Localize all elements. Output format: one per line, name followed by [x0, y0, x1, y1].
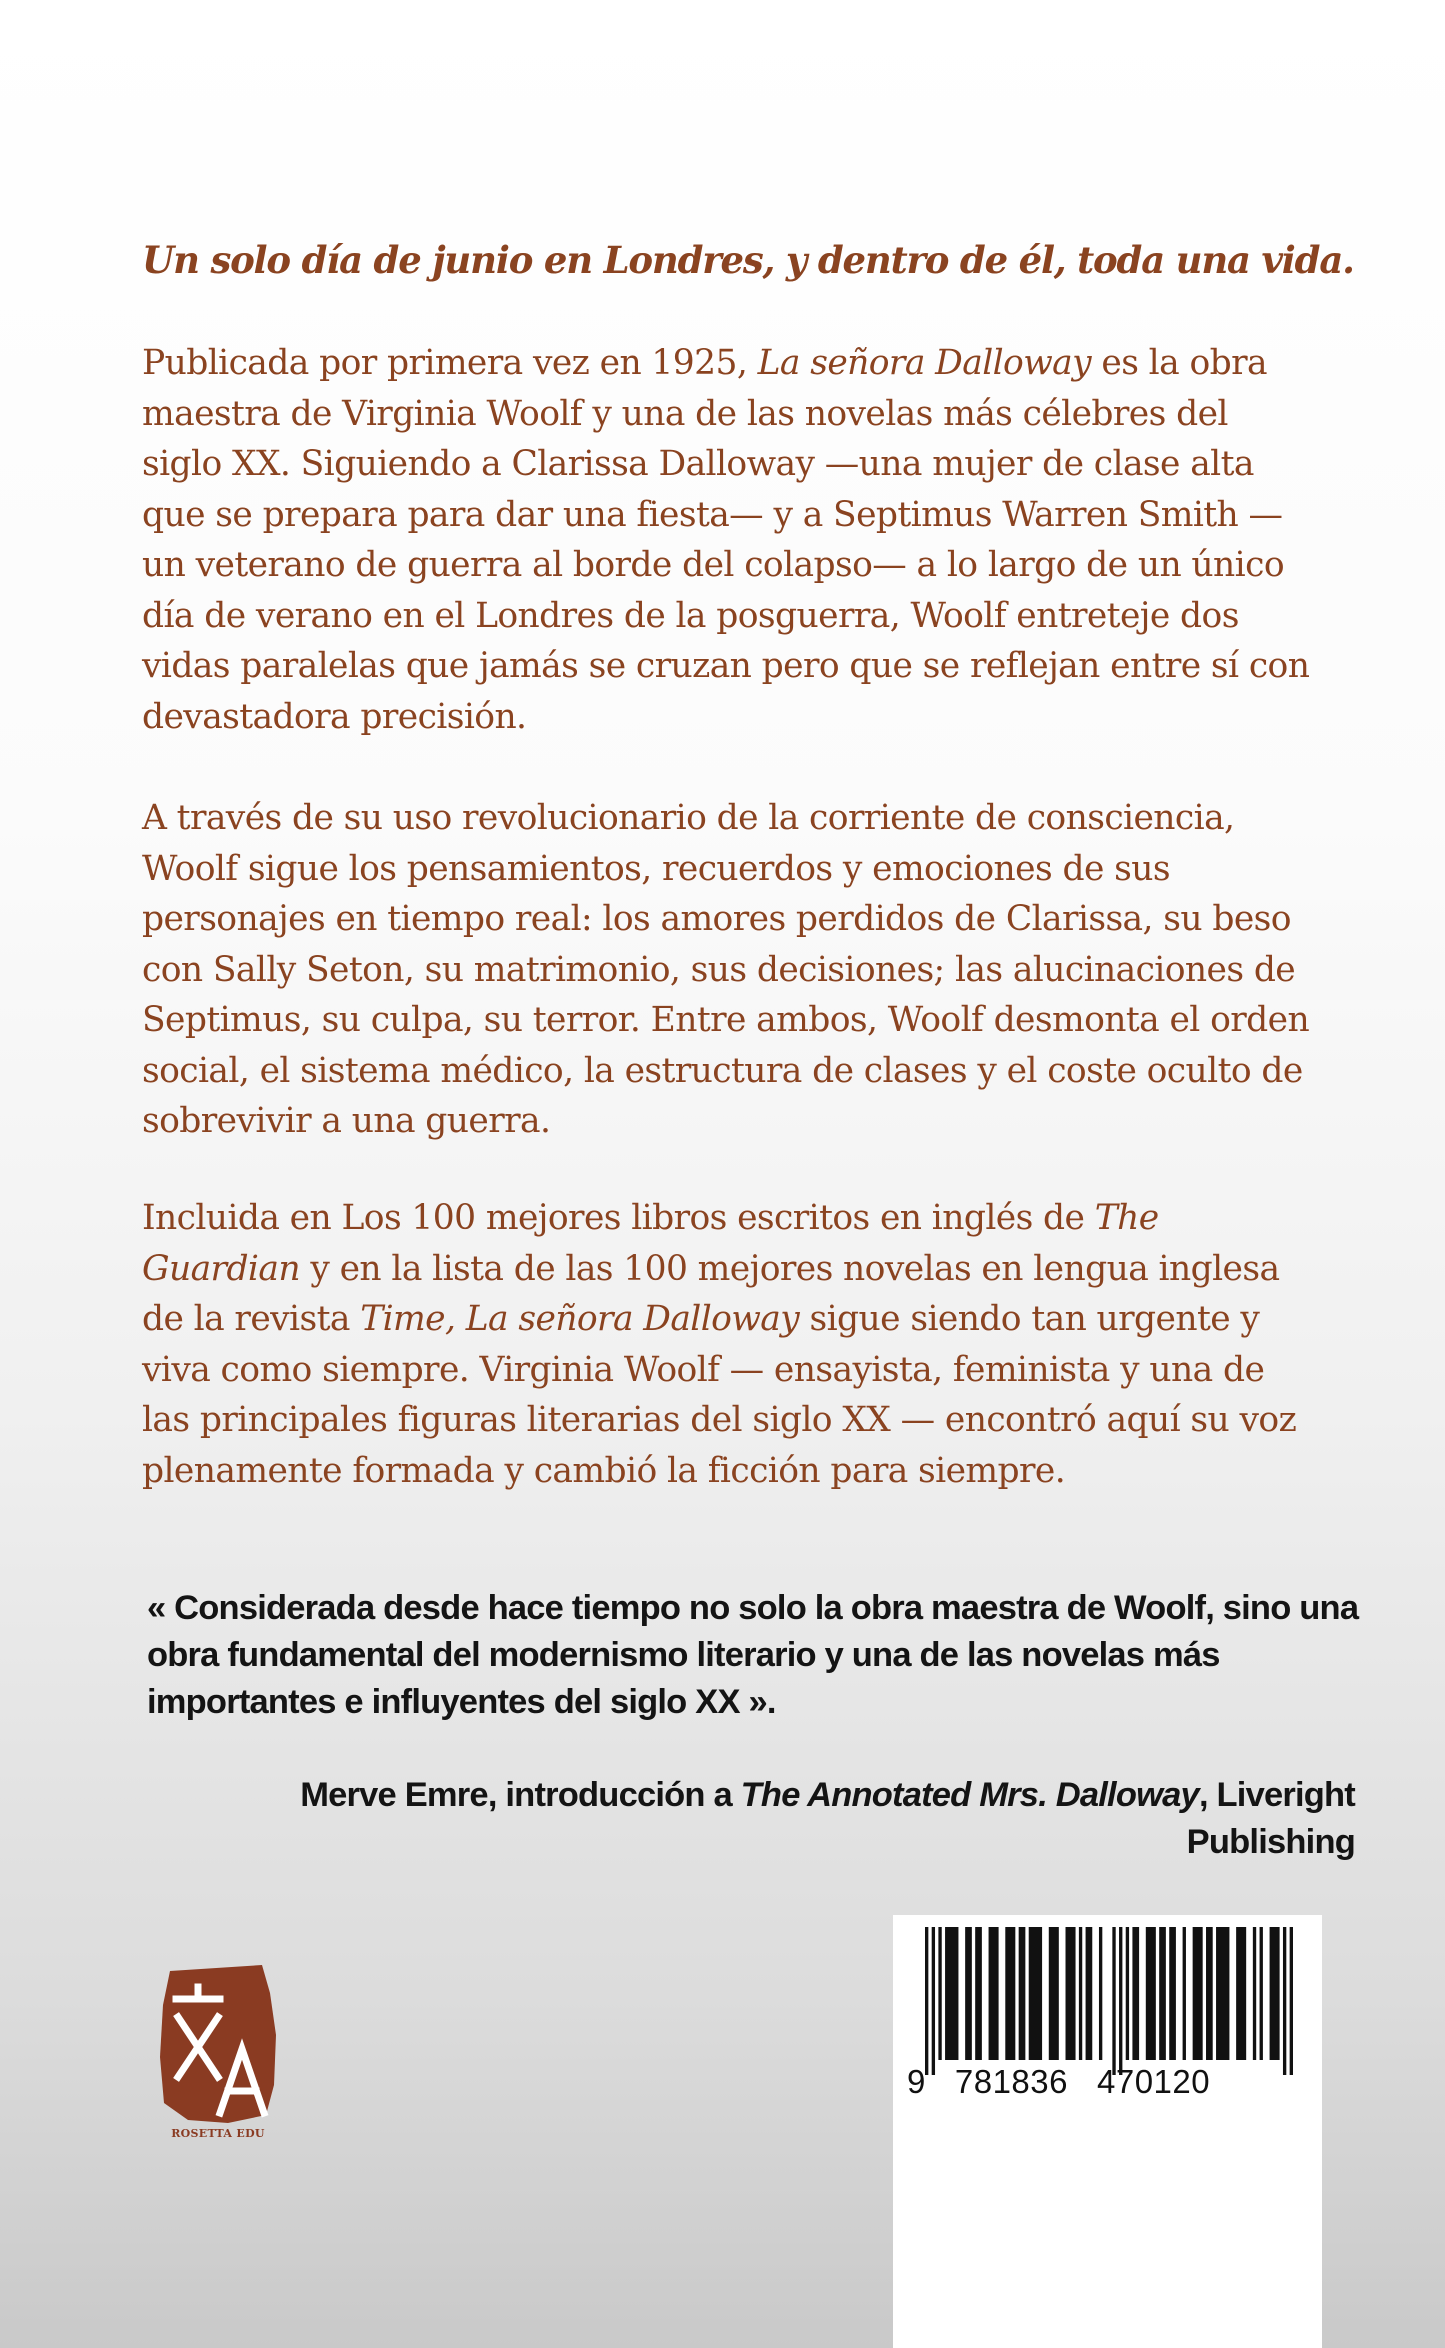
paragraph-text: sigue siendo tan urgente y viva como siempre. Virginia Woolf — ensayista, feminista y una de las principales figuras literarias del siglo XX — encontró aquí su voz plenamente formada y cambió la ficción para siempre.: [142, 1299, 1297, 1491]
barcode-bar: [989, 1927, 999, 2060]
barcode-bar: [975, 1927, 982, 2060]
barcode-bar: [1183, 1927, 1186, 2060]
attribution-text: , Liveright Publishing: [1186, 1776, 1355, 1861]
attribution-text: Merve Emre, introducción a: [300, 1776, 741, 1814]
barcode-image: [893, 1915, 1322, 2348]
publisher-logo: [158, 1965, 278, 2135]
barcode-bar: [1146, 1927, 1156, 2060]
barcode-bar: [1086, 1927, 1093, 2060]
barcode-bar: [1159, 1927, 1166, 2060]
publication-name: The Guardian: [142, 1198, 1159, 1289]
barcode-bar: [1216, 1927, 1229, 2060]
barcode-bar: [1099, 1927, 1102, 2060]
barcode-bar: [1119, 1927, 1122, 2075]
barcode-bar: [1260, 1927, 1263, 2060]
paragraph-text: Publicada por primera vez en 1925,: [142, 343, 758, 383]
barcode-digits: 9 781836 470120: [907, 2063, 1211, 2100]
book-title: La señora Dalloway: [757, 343, 1092, 383]
paragraph-text: es la obra maestra de Virginia Woolf y una de las novelas más célebres del siglo XX. Siguiendo a Clarissa Dalloway —una mujer de clase alta que se prepara para dar una fiesta— y a Septimus Warren Smith —un veterano de guerra al borde del colapso— a lo largo de un único día de verano en el Londres de la posguerra, Woolf entreteje dos vidas paralelas que jamás se cruzan pero que se reflejan entre sí con devastadora precisión.: [142, 343, 1310, 737]
barcode-bar: [1049, 1927, 1059, 2060]
barcode-bar: [1132, 1927, 1139, 2060]
barcode-bar: [1270, 1927, 1280, 2060]
paragraph-text: y en la lista de las 100 mejores novelas en lengua inglesa de la revista: [142, 1248, 1280, 1339]
barcode-bar: [1005, 1927, 1015, 2060]
barcode-bar: [1019, 1927, 1026, 2060]
barcode-bar: [1206, 1927, 1213, 2060]
barcode-bar: [932, 1927, 935, 2075]
isbn-barcode: [893, 1915, 1322, 2348]
review-quote: « Considerada desde hace tiempo no solo la obra maestra de Woolf, sino una obra fundamental del modernismo literario y una de las novelas más importantes e influyentes del siglo XX ».: [147, 1589, 1359, 1721]
barcode-bar: [1193, 1927, 1203, 2060]
barcode-bar: [945, 1927, 958, 2060]
barcode-bar: [1236, 1927, 1246, 2060]
barcode-bar: [1066, 1927, 1076, 2060]
barcode-bar: [1126, 1927, 1129, 2060]
publisher-name: ROSETTA EDU: [171, 2127, 265, 2140]
barcode-bar: [1079, 1927, 1082, 2060]
barcode-bar: [1283, 1927, 1286, 2075]
publication-name: Time, La señora Dalloway: [360, 1299, 800, 1339]
barcode-bar: [938, 1927, 941, 2060]
barcode-bar: [1112, 1927, 1115, 2075]
barcode-bar: [1290, 1927, 1293, 2075]
barcode-bar: [1253, 1927, 1256, 2060]
barcode-bar: [925, 1927, 928, 2075]
attribution-book-title: The Annotated Mrs. Dalloway: [740, 1776, 1199, 1814]
tagline: Un solo día de junio en Londres, y dentro de él, toda una vida.: [142, 238, 1354, 282]
barcode-bar: [1169, 1927, 1176, 2060]
description-paragraph-3: [142, 1193, 1317, 1496]
translate-icon: [158, 1965, 278, 2135]
quote-attribution: [200, 1772, 1355, 1866]
barcode-bar: [1029, 1927, 1042, 2060]
description-paragraph-1: [142, 338, 1317, 742]
barcode-bar: [965, 1927, 972, 2060]
description-paragraph-2: A través de su uso revolucionario de la corriente de consciencia, Woolf sigue los pensamientos, recuerdos y emociones de sus personajes en tiempo real: los amores perdidos de Clarissa, su beso con Sally Seton, su matrimonio, sus decisiones; las alucinaciones de Septimus, su culpa, su terror. Entre ambos, Woolf desmonta el orden social, el sistema médico, la estructura de clases y el coste oculto de sobrevivir a una guerra.: [142, 798, 1310, 1141]
paragraph-text: Incluida en Los 100 mejores libros escritos en inglés de: [142, 1198, 1095, 1238]
